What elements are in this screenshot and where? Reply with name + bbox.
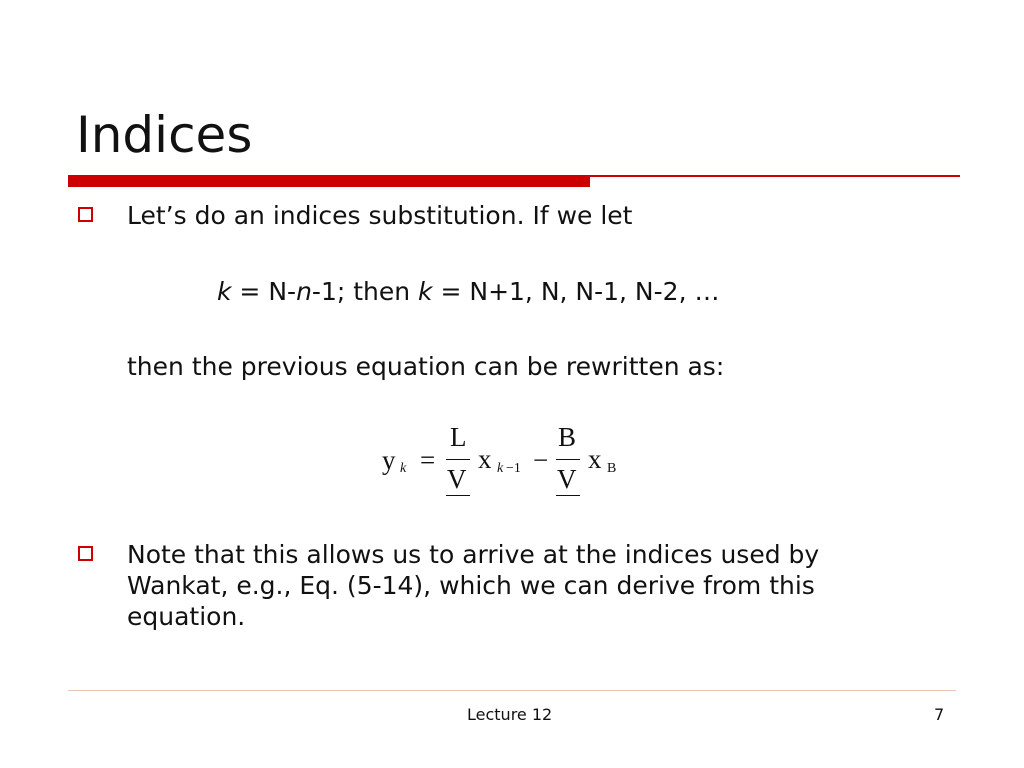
equation-segment: -1; then — [311, 277, 419, 306]
equation-variable-k: k — [418, 277, 433, 306]
equation-segment: = N- — [231, 277, 297, 306]
formula-frac1-numerator: L — [450, 422, 467, 452]
formula-x1-subscript-minus-one: −1 — [506, 461, 521, 476]
fraction-bar — [446, 459, 470, 460]
footer-lecture-label: Lecture 12 — [467, 705, 553, 724]
equation-segment: = N+1, N, N-1, N-2, … — [432, 277, 720, 306]
formula-frac2-denominator: V — [557, 464, 577, 494]
bullet-square-icon — [78, 207, 93, 222]
formula-x2: x — [588, 444, 602, 474]
formula-frac2-numerator: B — [558, 422, 577, 452]
formula-y: y — [382, 445, 396, 475]
slide-title: Indices — [76, 106, 253, 164]
formula-x1-subscript-k: k — [497, 461, 504, 476]
formula-equals: = — [420, 445, 436, 475]
bullet-square-icon — [78, 546, 93, 561]
formula-x1: x — [478, 444, 492, 474]
denominator-underline — [446, 495, 470, 496]
bullet-2-line-3: equation. — [127, 602, 246, 631]
formula-minus: − — [533, 445, 549, 475]
formula-frac1-denominator: V — [447, 464, 467, 494]
bullet-1-text: Let’s do an indices substitution. If we let — [127, 201, 633, 230]
index-substitution-equation — [217, 276, 719, 307]
operating-line-formula — [380, 418, 630, 504]
bullet-1-followup: then the previous equation can be rewritten as: — [127, 352, 725, 381]
footer-divider — [68, 690, 956, 691]
slide-number: 7 — [934, 705, 945, 724]
bullet-2-line-2: Wankat, e.g., Eq. (5-14), which we can derive from this — [127, 571, 815, 600]
fraction-bar — [556, 459, 580, 460]
equation-variable-k: k — [217, 277, 232, 306]
formula-x2-subscript: B — [607, 461, 617, 476]
equation-variable-n: n — [296, 277, 312, 306]
title-underline-thick — [68, 175, 590, 187]
denominator-underline — [556, 495, 580, 496]
bullet-2-line-1: Note that this allows us to arrive at the indices used by — [127, 540, 820, 569]
formula-y-subscript: k — [400, 461, 407, 476]
title-underline-thin — [590, 175, 960, 177]
